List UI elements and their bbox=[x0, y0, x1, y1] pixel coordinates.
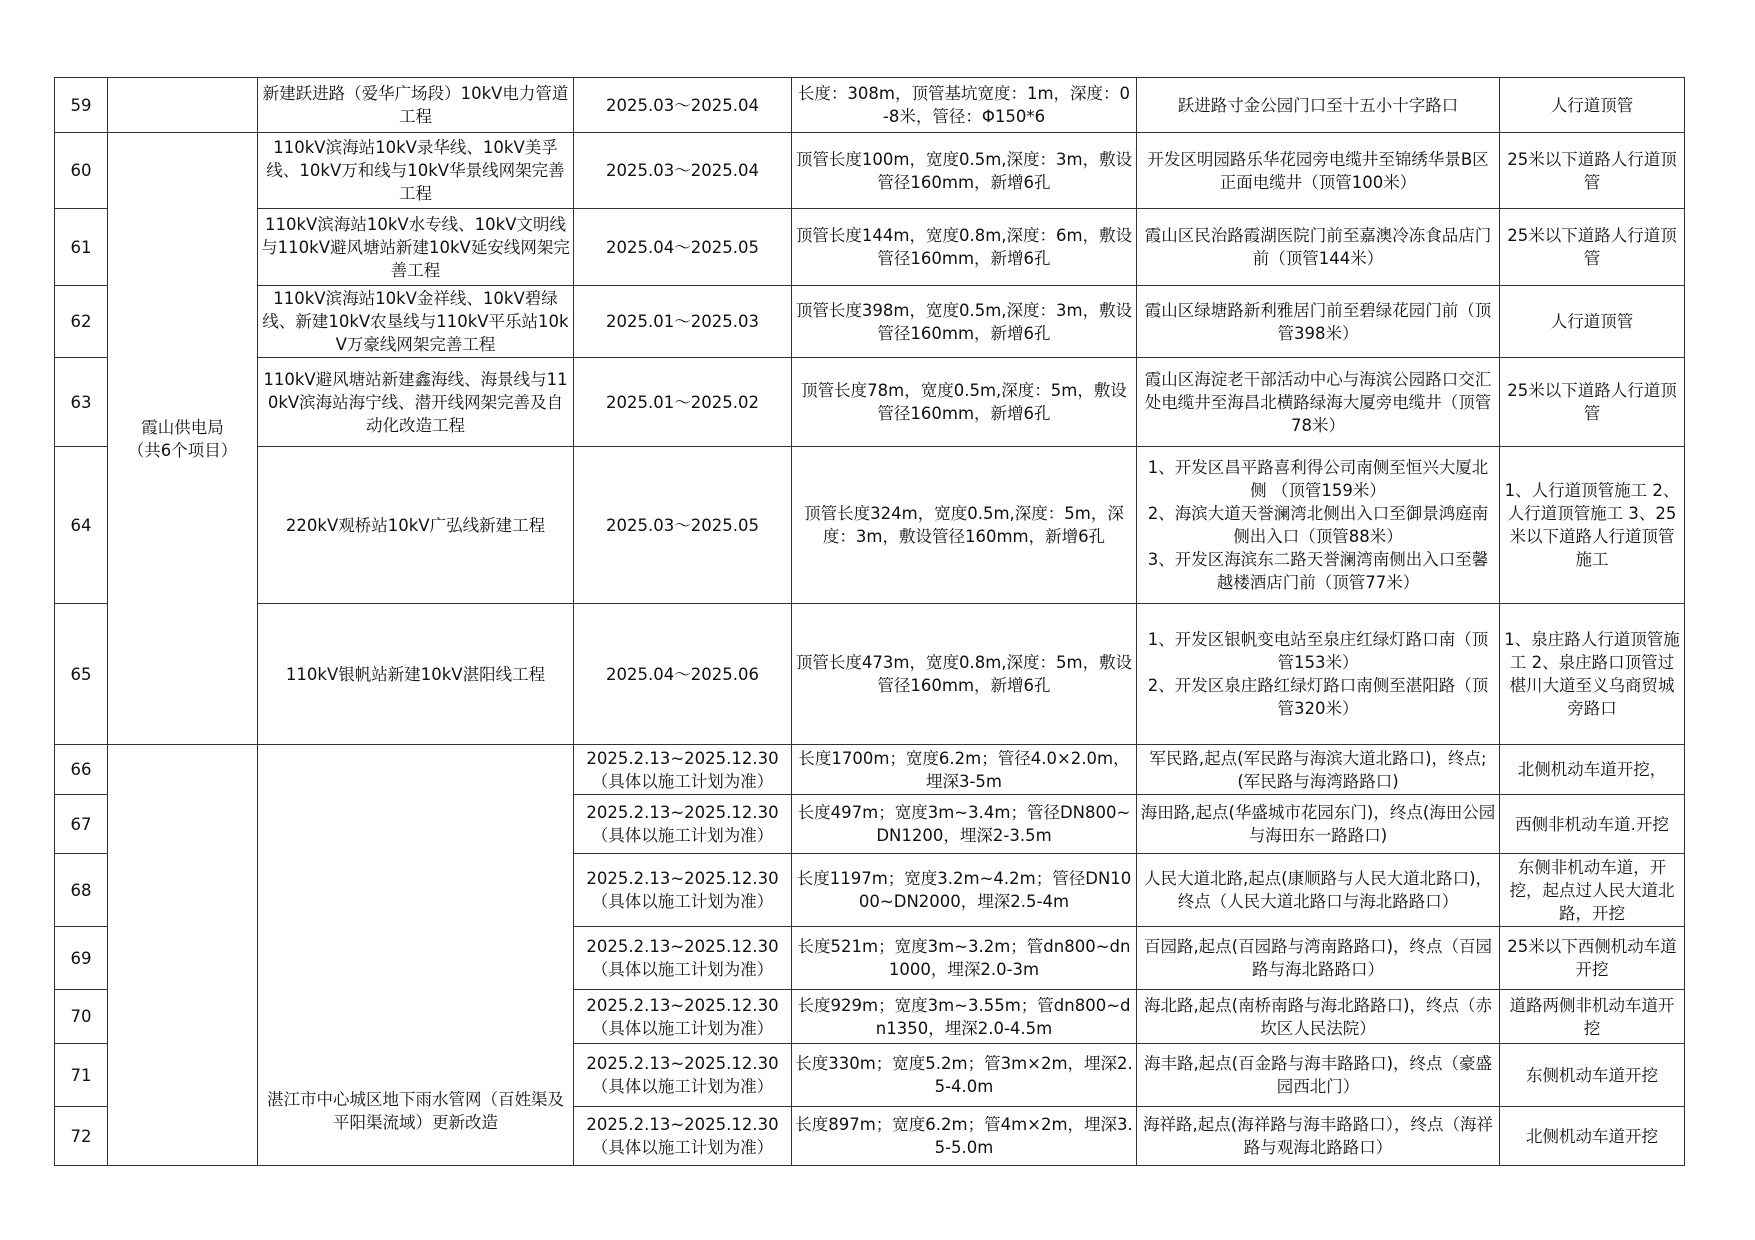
construction-period: 2025.2.13~2025.12.30（具体以施工计划为准） bbox=[574, 1044, 792, 1107]
construction-location: 百园路,起点(百园路与湾南路路口)，终点（百园路与海北路路口） bbox=[1137, 927, 1500, 990]
construction-method: 25米以下道路人行道顶管 bbox=[1500, 209, 1685, 286]
construction-location: 人民大道北路,起点(康顺路与人民大道北路口)，终点（人民大道北路口与海北路路口） bbox=[1137, 854, 1500, 927]
construction-scale: 顶管长度398m，宽度0.5m,深度：3m，敷设管径160mm，新增6孔 bbox=[792, 286, 1137, 358]
construction-method: 25米以下西侧机动车道开挖 bbox=[1500, 927, 1685, 990]
table-row bbox=[55, 133, 1685, 209]
project-name: 110kV避风塘站新建鑫海线、海景线与110kV滨海站海宁线、潜开线网架完善及自动化改造工程 bbox=[258, 358, 574, 447]
construction-location: 霞山区绿塘路新利雅居门前至碧绿花园门前（顶管398米） bbox=[1137, 286, 1500, 358]
construction-scale: 顶管长度144m，宽度0.8m,深度：6m，敷设管径160mm，新增6孔 bbox=[792, 209, 1137, 286]
project-name: 110kV滨海站10kV水专线、10kV文明线与110kV避风塘站新建10kV延安线网架完善工程 bbox=[258, 209, 574, 286]
unit-cell-xiashan-power-bureau bbox=[108, 133, 258, 745]
construction-method: 1、人行道顶管施工 2、人行道顶管施工 3、25米以下道路人行道顶管施工 bbox=[1500, 447, 1685, 604]
construction-period: 2025.04～2025.06 bbox=[574, 604, 792, 745]
construction-scale: 长度497m；宽度3m~3.4m；管径DN800~DN1200，埋深2-3.5m bbox=[792, 795, 1137, 854]
construction-period: 2025.2.13~2025.12.30（具体以施工计划为准） bbox=[574, 745, 792, 795]
construction-location bbox=[1137, 604, 1500, 745]
construction-period: 2025.2.13~2025.12.30（具体以施工计划为准） bbox=[574, 990, 792, 1044]
construction-scale: 长度1197m；宽度3.2m~4.2m；管径DN1000~DN2000，埋深2.5-4m bbox=[792, 854, 1137, 927]
row-number: 70 bbox=[55, 990, 108, 1044]
row-number: 63 bbox=[55, 358, 108, 447]
unit-project-count: （共6个项目） bbox=[127, 440, 238, 460]
project-name: 110kV银帆站新建10kV湛阳线工程 bbox=[258, 604, 574, 745]
row-number: 66 bbox=[55, 745, 108, 795]
construction-scale: 长度929m；宽度3m~3.55m；管dn800~dn1350，埋深2.0-4.5m bbox=[792, 990, 1137, 1044]
table-row bbox=[55, 358, 1685, 447]
row-number: 64 bbox=[55, 447, 108, 604]
table-row bbox=[55, 604, 1685, 745]
row-number: 68 bbox=[55, 854, 108, 927]
unit-cell-empty bbox=[108, 78, 258, 133]
construction-method: 东侧非机动车道，开挖，起点过人民大道北路，开挖 bbox=[1500, 854, 1685, 927]
construction-location: 开发区明园路乐华花园旁电缆井至锦绣华景B区正面电缆井（顶管100米） bbox=[1137, 133, 1500, 209]
construction-scale: 长度330m；宽度5.2m；管3m×2m，埋深2.5-4.0m bbox=[792, 1044, 1137, 1107]
construction-method: 1、泉庄路人行道顶管施工 2、泉庄路口顶管过椹川大道至义乌商贸城旁路口 bbox=[1500, 604, 1685, 745]
construction-period: 2025.03～2025.04 bbox=[574, 78, 792, 133]
construction-period: 2025.03～2025.05 bbox=[574, 447, 792, 604]
construction-scale: 长度：308m，顶管基坑宽度：1m，深度：0-8米，管径：Φ150*6 bbox=[792, 78, 1137, 133]
construction-period: 2025.2.13~2025.12.30（具体以施工计划为准） bbox=[574, 1107, 792, 1166]
construction-location: 跃进路寸金公园门口至十五小十字路口 bbox=[1137, 78, 1500, 133]
construction-method: 人行道顶管 bbox=[1500, 78, 1685, 133]
construction-location: 军民路,起点(军民路与海滨大道北路口)，终点;(军民路与海湾路路口) bbox=[1137, 745, 1500, 795]
project-name: 新建跃进路（爱华广场段）10kV电力管道工程 bbox=[258, 78, 574, 133]
construction-method: 东侧机动车道开挖 bbox=[1500, 1044, 1685, 1107]
location-segment: 3、开发区海滨东二路天誉澜湾南侧出入口至馨越楼酒店门前（顶管77米） bbox=[1147, 550, 1489, 592]
row-number: 60 bbox=[55, 133, 108, 209]
location-segment: 1、开发区昌平路喜利得公司南侧至恒兴大厦北侧 （顶管159米） bbox=[1147, 458, 1489, 500]
construction-scale: 长度897m；宽度6.2m；管4m×2m，埋深3.5-5.0m bbox=[792, 1107, 1137, 1166]
row-number: 69 bbox=[55, 927, 108, 990]
row-number: 59 bbox=[55, 78, 108, 133]
construction-period: 2025.01～2025.02 bbox=[574, 358, 792, 447]
location-segment: 2、开发区泉庄路红绿灯路口南侧至湛阳路（顶管320米） bbox=[1147, 676, 1489, 718]
row-number: 65 bbox=[55, 604, 108, 745]
construction-period: 2025.04～2025.05 bbox=[574, 209, 792, 286]
project-name-zhanjiang-rainwater bbox=[258, 745, 574, 1166]
construction-scale: 顶管长度78m，宽度0.5m,深度：5m，敷设管径160mm，新增6孔 bbox=[792, 358, 1137, 447]
construction-period: 2025.2.13~2025.12.30（具体以施工计划为准） bbox=[574, 795, 792, 854]
construction-method: 25米以下道路人行道顶管 bbox=[1500, 358, 1685, 447]
construction-method: 道路两侧非机动车道开挖 bbox=[1500, 990, 1685, 1044]
table-row bbox=[55, 447, 1685, 604]
construction-scale: 长度1700m；宽度6.2m；管径4.0×2.0m，埋深3-5m bbox=[792, 745, 1137, 795]
table-row bbox=[55, 286, 1685, 358]
row-number: 62 bbox=[55, 286, 108, 358]
construction-location: 霞山区民治路霞湖医院门前至嘉澳冷冻食品店门前（顶管144米） bbox=[1137, 209, 1500, 286]
row-number: 61 bbox=[55, 209, 108, 286]
row-number: 67 bbox=[55, 795, 108, 854]
table-row bbox=[55, 209, 1685, 286]
project-name: 110kV滨海站10kV金祥线、10kV碧绿线、新建10kV农垦线与110kV平乐站10kV万豪线网架完善工程 bbox=[258, 286, 574, 358]
project-name-text: 湛江市中心城区地下雨水管网（百姓渠及平阳渠流域）更新改造 bbox=[267, 1090, 564, 1132]
table-row bbox=[55, 78, 1685, 133]
construction-period: 2025.2.13~2025.12.30（具体以施工计划为准） bbox=[574, 854, 792, 927]
construction-scale: 顶管长度100m，宽度0.5m,深度：3m，敷设管径160mm，新增6孔 bbox=[792, 133, 1137, 209]
project-name: 110kV滨海站10kV录华线、10kV美孚线、10kV万和线与10kV华景线网架完善工程 bbox=[258, 133, 574, 209]
construction-location: 海田路,起点(华盛城市花园东门)，终点(海田公园与海田东一路路口) bbox=[1137, 795, 1500, 854]
construction-scale: 顶管长度324m，宽度0.5m,深度：5m，深度：3m，敷设管径160mm，新增6孔 bbox=[792, 447, 1137, 604]
construction-location: 海北路,起点(南桥南路与海北路路口)，终点（赤坎区人民法院） bbox=[1137, 990, 1500, 1044]
location-segment: 2、海滨大道天誉澜湾北侧出入口至御景鸿庭南侧出入口（顶管88米） bbox=[1147, 504, 1489, 546]
construction-period: 2025.03～2025.04 bbox=[574, 133, 792, 209]
construction-period: 2025.2.13~2025.12.30（具体以施工计划为准） bbox=[574, 927, 792, 990]
construction-location bbox=[1137, 447, 1500, 604]
row-number: 71 bbox=[55, 1044, 108, 1107]
construction-location: 霞山区海淀老干部活动中心与海滨公园路口交汇处电缆井至海昌北横路绿海大厦旁电缆井（顶管78米） bbox=[1137, 358, 1500, 447]
unit-cell-empty bbox=[108, 745, 258, 1166]
construction-method: 25米以下道路人行道顶管 bbox=[1500, 133, 1685, 209]
construction-location: 海丰路,起点(百金路与海丰路路口)，终点（豪盛园西北门） bbox=[1137, 1044, 1500, 1107]
road-works-table bbox=[54, 77, 1685, 1166]
construction-method: 北侧机动车道开挖 bbox=[1500, 1107, 1685, 1166]
location-segment: 1、开发区银帆变电站至泉庄红绿灯路口南（顶管153米） bbox=[1147, 630, 1489, 672]
construction-method: 人行道顶管 bbox=[1500, 286, 1685, 358]
unit-name: 霞山供电局 bbox=[141, 417, 224, 437]
construction-scale: 顶管长度473m，宽度0.8m,深度：5m，敷设管径160mm，新增6孔 bbox=[792, 604, 1137, 745]
construction-scale: 长度521m；宽度3m~3.2m；管dn800~dn1000，埋深2.0-3m bbox=[792, 927, 1137, 990]
construction-period: 2025.01～2025.03 bbox=[574, 286, 792, 358]
project-name: 220kV观桥站10kV广弘线新建工程 bbox=[258, 447, 574, 604]
construction-location: 海祥路,起点(海祥路与海丰路路口），终点（海祥路与观海北路路口） bbox=[1137, 1107, 1500, 1166]
row-number: 72 bbox=[55, 1107, 108, 1166]
table-row bbox=[55, 745, 1685, 795]
construction-method: 北侧机动车道开挖， bbox=[1500, 745, 1685, 795]
construction-method: 西侧非机动车道.开挖 bbox=[1500, 795, 1685, 854]
